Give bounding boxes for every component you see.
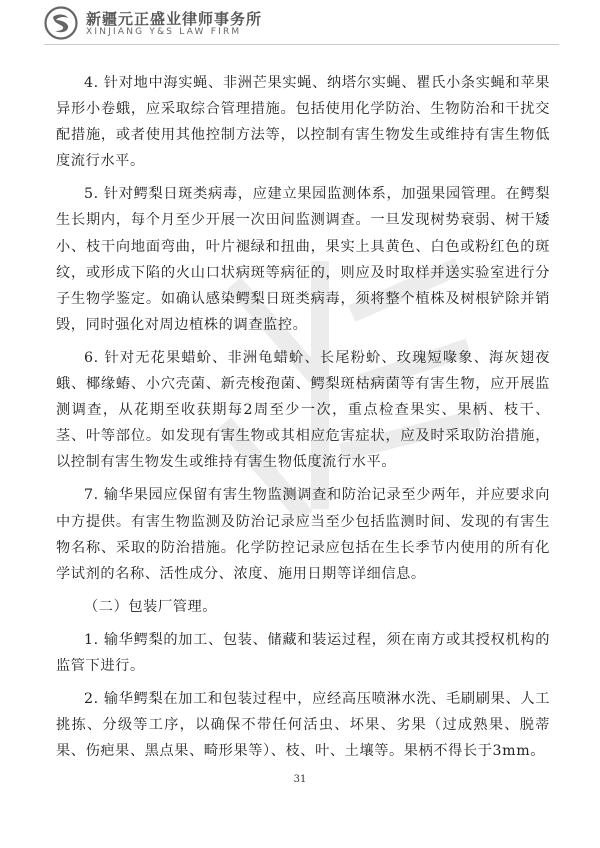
firm-logo-icon xyxy=(44,6,78,40)
page-header xyxy=(44,6,564,42)
page-number: 31 xyxy=(293,774,307,785)
paragraph-item-6: 6. 针对无花果蜡蚧、非洲龟蜡蚧、长尾粉蚧、玫瑰短喙象、海灰翅夜蛾、椰缘蝽、小穴壳菌、新壳梭孢菌、鳄梨斑枯病菌等有害生物，应开展监测调查，从花期至收获期每2周至少一次，重点检查果实、果柄、枝干、茎、叶等部位。如发现有害生物或其相应危害症状，应及时采取防治措施，以控制有害生物发生或维持有害生物低度流行水平。 xyxy=(56,349,550,471)
paragraph-item-4: 4. 针对地中海实蝇、非洲芒果实蝇、纳塔尔实蝇、瞿氏小条实蝇和苹果异形小卷蛾，应采取综合管理措施。包括使用化学防治、生物防治和干扰交配措施，或者使用其他控制方法等，以控制有害生物发生或维持有害生物低度流行水平。 xyxy=(56,75,550,170)
paragraph-packing-1: 1. 输华鳄梨的加工、包装、储藏和装运过程，须在南方或其授权机构的监管下进行。 xyxy=(56,631,550,674)
paragraph-item-7: 7. 输华果园应保留有害生物监测调查和防治记录至少两年，并应要求向中方提供。有害生物监测及防治记录应当至少包括监测时间、发现的有害生物名称、采取的防治措施。化学防控记录应包括在生长季节内使用的所有化学试剂的名称、活性成分、浓度、施用日期等详细信息。 xyxy=(56,487,550,582)
firm-name-english: XINJIANG Y&S LAW FIRM xyxy=(86,27,242,37)
document-body xyxy=(56,70,550,771)
paragraph-packing-2: 2. 输华鳄梨在加工和包装过程中，应经高压喷淋水洗、毛刷刷果、人工挑拣、分级等工序，以确保不带任何活虫、坏果、劣果（过成熟果、脱蒂果、伤疤果、黑点果、畸形果等）、枝、叶、土壤等。果柄不得长于3mm。 xyxy=(56,691,550,760)
paragraph-item-5: 5. 针对鳄梨日斑类病毒，应建立果园监测体系，加强果园管理。在鳄梨生长期内，每个月至少开展一次田间监测调查。一旦发现树势衰弱、树干矮小、枝干向地面弯曲，叶片褪绿和扭曲，果实上具黄色、白色或粉红色的斑纹，或形成下陷的火山口状病斑等病征的，则应及时取样并送实验室进行分子生物学鉴定。如确认感染鳄梨日斑类病毒，须将整个植株及树根铲除并销毁，同时强化对周边植株的调查监控。 xyxy=(56,186,550,333)
header-divider xyxy=(44,44,559,45)
firm-name-chinese: 新疆元正盛业律师事务所 xyxy=(86,10,263,28)
section-heading-packing-house: （二）包装厂管理。 xyxy=(84,598,218,615)
